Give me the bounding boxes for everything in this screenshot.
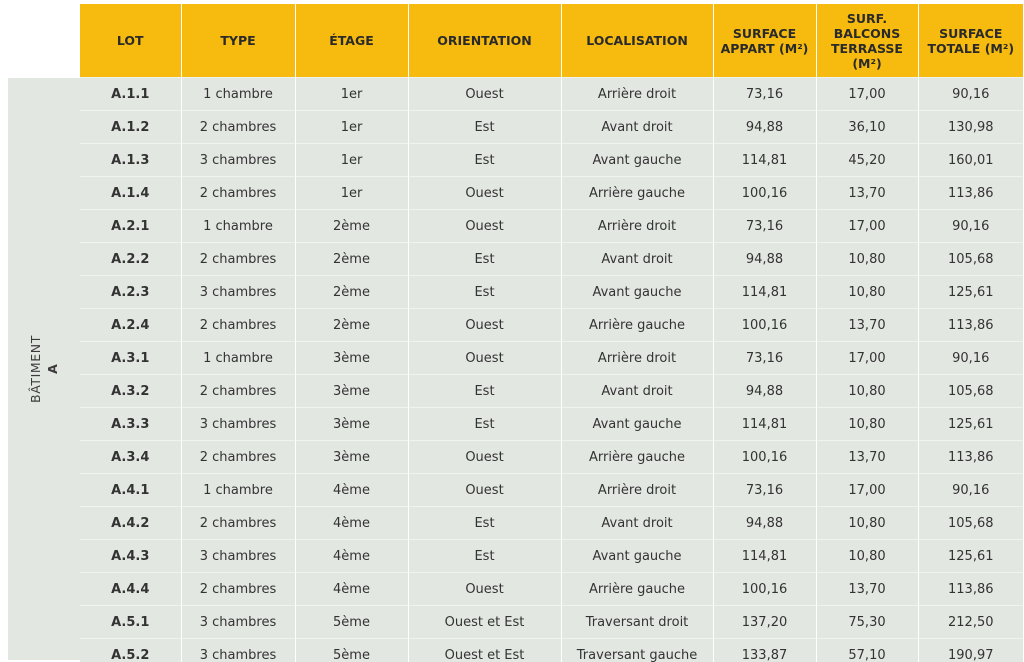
cell-surface-appart: 73,16 (713, 78, 816, 111)
cell-lot: A.2.1 (80, 210, 181, 243)
cell-lot: A.1.4 (80, 177, 181, 210)
header-localisation: LOCALISATION (561, 4, 713, 78)
cell-type: 2 chambres (181, 243, 295, 276)
building-label-line2: A (45, 364, 60, 374)
cell-surface-totale: 125,61 (918, 276, 1023, 309)
cell-surface-appart: 100,16 (713, 573, 816, 606)
cell-surface-totale: 105,68 (918, 375, 1023, 408)
cell-surface-appart: 100,16 (713, 309, 816, 342)
cell-orientation: Est (408, 111, 561, 144)
building-label-line1: BÂTIMENT (28, 335, 43, 403)
cell-surface-balcons: 10,80 (816, 507, 918, 540)
cell-type: 3 chambres (181, 606, 295, 639)
table-row (80, 243, 1023, 276)
cell-orientation: Est (408, 375, 561, 408)
table-row (80, 342, 1023, 375)
cell-type: 2 chambres (181, 375, 295, 408)
cell-surface-totale: 160,01 (918, 144, 1023, 177)
cell-type: 2 chambres (181, 573, 295, 606)
cell-surface-totale: 105,68 (918, 507, 1023, 540)
cell-surface-balcons: 13,70 (816, 309, 918, 342)
cell-localisation: Avant droit (561, 111, 713, 144)
table-row (80, 540, 1023, 573)
cell-type: 3 chambres (181, 540, 295, 573)
cell-surface-balcons: 10,80 (816, 540, 918, 573)
cell-surface-appart: 73,16 (713, 210, 816, 243)
cell-surface-totale: 113,86 (918, 573, 1023, 606)
cell-type: 3 chambres (181, 144, 295, 177)
table-row (80, 639, 1023, 662)
cell-surface-totale: 90,16 (918, 474, 1023, 507)
cell-surface-balcons: 17,00 (816, 78, 918, 111)
building-label (27, 335, 61, 403)
cell-surface-balcons: 10,80 (816, 243, 918, 276)
cell-lot: A.3.3 (80, 408, 181, 441)
cell-localisation: Arrière droit (561, 474, 713, 507)
table-row (80, 276, 1023, 309)
cell-surface-balcons: 57,10 (816, 639, 918, 662)
cell-surface-totale: 113,86 (918, 441, 1023, 474)
cell-orientation: Ouest (408, 210, 561, 243)
cell-surface-balcons: 10,80 (816, 375, 918, 408)
cell-surface-appart: 94,88 (713, 111, 816, 144)
header-lot: LOT (80, 4, 181, 78)
cell-orientation: Ouest (408, 474, 561, 507)
cell-surface-appart: 94,88 (713, 375, 816, 408)
cell-orientation: Est (408, 507, 561, 540)
cell-surface-balcons: 10,80 (816, 276, 918, 309)
cell-surface-appart: 137,20 (713, 606, 816, 639)
table-row (80, 309, 1023, 342)
cell-etage: 4ème (295, 507, 408, 540)
cell-surface-balcons: 17,00 (816, 210, 918, 243)
cell-etage: 5ème (295, 606, 408, 639)
header-surface-balcons: SURF. BALCONS TERRASSE (M²) (816, 4, 918, 78)
cell-surface-balcons: 75,30 (816, 606, 918, 639)
cell-lot: A.5.1 (80, 606, 181, 639)
cell-localisation: Arrière gauche (561, 309, 713, 342)
cell-etage: 2ème (295, 276, 408, 309)
cell-surface-totale: 130,98 (918, 111, 1023, 144)
cell-surface-appart: 114,81 (713, 408, 816, 441)
cell-surface-appart: 133,87 (713, 639, 816, 662)
cell-etage: 3ème (295, 408, 408, 441)
cell-lot: A.4.4 (80, 573, 181, 606)
header-row (80, 4, 1023, 78)
cell-localisation: Avant gauche (561, 540, 713, 573)
cell-localisation: Avant gauche (561, 408, 713, 441)
table-row (80, 210, 1023, 243)
cell-orientation: Ouest et Est (408, 639, 561, 662)
cell-localisation: Traversant droit (561, 606, 713, 639)
cell-orientation: Ouest (408, 342, 561, 375)
table-row (80, 573, 1023, 606)
cell-lot: A.3.4 (80, 441, 181, 474)
table-row (80, 408, 1023, 441)
table-row (80, 144, 1023, 177)
cell-etage: 1er (295, 78, 408, 111)
cell-type: 2 chambres (181, 111, 295, 144)
cell-surface-totale: 90,16 (918, 210, 1023, 243)
header-surface-appart: SURFACE APPART (M²) (713, 4, 816, 78)
cell-etage: 1er (295, 111, 408, 144)
cell-surface-appart: 100,16 (713, 177, 816, 210)
cell-surface-appart: 100,16 (713, 441, 816, 474)
cell-etage: 4ème (295, 540, 408, 573)
cell-lot: A.2.3 (80, 276, 181, 309)
cell-type: 1 chambre (181, 474, 295, 507)
cell-etage: 3ème (295, 375, 408, 408)
cell-orientation: Est (408, 144, 561, 177)
cell-surface-balcons: 36,10 (816, 111, 918, 144)
cell-type: 3 chambres (181, 408, 295, 441)
cell-etage: 4ème (295, 474, 408, 507)
cell-type: 1 chambre (181, 210, 295, 243)
cell-etage: 4ème (295, 573, 408, 606)
building-group-cell (8, 78, 81, 660)
cell-surface-totale: 190,97 (918, 639, 1023, 662)
cell-lot: A.1.1 (80, 78, 181, 111)
cell-localisation: Arrière droit (561, 78, 713, 111)
cell-lot: A.4.2 (80, 507, 181, 540)
table-row (80, 507, 1023, 540)
cell-surface-appart: 94,88 (713, 507, 816, 540)
table-body (80, 78, 1023, 662)
cell-localisation: Avant droit (561, 375, 713, 408)
cell-surface-balcons: 17,00 (816, 474, 918, 507)
cell-lot: A.3.1 (80, 342, 181, 375)
cell-localisation: Traversant gauche (561, 639, 713, 662)
cell-localisation: Avant droit (561, 507, 713, 540)
cell-etage: 2ème (295, 243, 408, 276)
cell-type: 2 chambres (181, 309, 295, 342)
table-row (80, 177, 1023, 210)
cell-lot: A.2.2 (80, 243, 181, 276)
cell-etage: 3ème (295, 441, 408, 474)
cell-localisation: Arrière gauche (561, 441, 713, 474)
cell-type: 2 chambres (181, 441, 295, 474)
cell-localisation: Arrière droit (561, 342, 713, 375)
cell-type: 3 chambres (181, 639, 295, 662)
table-row (80, 474, 1023, 507)
cell-surface-totale: 212,50 (918, 606, 1023, 639)
cell-surface-totale: 125,61 (918, 408, 1023, 441)
cell-surface-balcons: 13,70 (816, 441, 918, 474)
cell-type: 2 chambres (181, 507, 295, 540)
cell-surface-totale: 113,86 (918, 177, 1023, 210)
cell-type: 2 chambres (181, 177, 295, 210)
cell-surface-balcons: 13,70 (816, 573, 918, 606)
cell-type: 1 chambre (181, 78, 295, 111)
cell-surface-appart: 94,88 (713, 243, 816, 276)
table-row (80, 111, 1023, 144)
cell-localisation: Arrière gauche (561, 573, 713, 606)
header-orientation: ORIENTATION (408, 4, 561, 78)
cell-surface-totale: 105,68 (918, 243, 1023, 276)
cell-lot: A.5.2 (80, 639, 181, 662)
cell-surface-balcons: 45,20 (816, 144, 918, 177)
cell-surface-appart: 73,16 (713, 342, 816, 375)
cell-lot: A.4.3 (80, 540, 181, 573)
cell-orientation: Ouest (408, 573, 561, 606)
cell-orientation: Ouest (408, 309, 561, 342)
cell-surface-balcons: 17,00 (816, 342, 918, 375)
cell-orientation: Ouest (408, 177, 561, 210)
header-type: TYPE (181, 4, 295, 78)
table-row (80, 606, 1023, 639)
cell-orientation: Ouest et Est (408, 606, 561, 639)
cell-lot: A.2.4 (80, 309, 181, 342)
cell-surface-appart: 73,16 (713, 474, 816, 507)
cell-surface-appart: 114,81 (713, 276, 816, 309)
header-etage: ÉTAGE (295, 4, 408, 78)
cell-localisation: Arrière gauche (561, 177, 713, 210)
cell-orientation: Est (408, 408, 561, 441)
cell-surface-totale: 125,61 (918, 540, 1023, 573)
cell-surface-appart: 114,81 (713, 144, 816, 177)
table-row (80, 375, 1023, 408)
cell-etage: 3ème (295, 342, 408, 375)
cell-lot: A.1.2 (80, 111, 181, 144)
cell-localisation: Avant gauche (561, 144, 713, 177)
cell-surface-balcons: 13,70 (816, 177, 918, 210)
cell-surface-totale: 90,16 (918, 342, 1023, 375)
cell-etage: 1er (295, 177, 408, 210)
cell-surface-appart: 114,81 (713, 540, 816, 573)
lots-table (80, 4, 1023, 662)
cell-lot: A.3.2 (80, 375, 181, 408)
table-header (80, 4, 1023, 78)
cell-etage: 2ème (295, 309, 408, 342)
header-surface-totale: SURFACE TOTALE (M²) (918, 4, 1023, 78)
cell-orientation: Est (408, 243, 561, 276)
cell-surface-balcons: 10,80 (816, 408, 918, 441)
cell-localisation: Avant gauche (561, 276, 713, 309)
cell-localisation: Avant droit (561, 243, 713, 276)
cell-localisation: Arrière droit (561, 210, 713, 243)
table-row (80, 441, 1023, 474)
cell-orientation: Est (408, 276, 561, 309)
cell-orientation: Est (408, 540, 561, 573)
cell-orientation: Ouest (408, 441, 561, 474)
cell-type: 3 chambres (181, 276, 295, 309)
cell-surface-totale: 90,16 (918, 78, 1023, 111)
cell-etage: 5ème (295, 639, 408, 662)
table-row (80, 78, 1023, 111)
cell-orientation: Ouest (408, 78, 561, 111)
cell-etage: 1er (295, 144, 408, 177)
cell-etage: 2ème (295, 210, 408, 243)
cell-type: 1 chambre (181, 342, 295, 375)
cell-lot: A.1.3 (80, 144, 181, 177)
cell-lot: A.4.1 (80, 474, 181, 507)
cell-surface-totale: 113,86 (918, 309, 1023, 342)
